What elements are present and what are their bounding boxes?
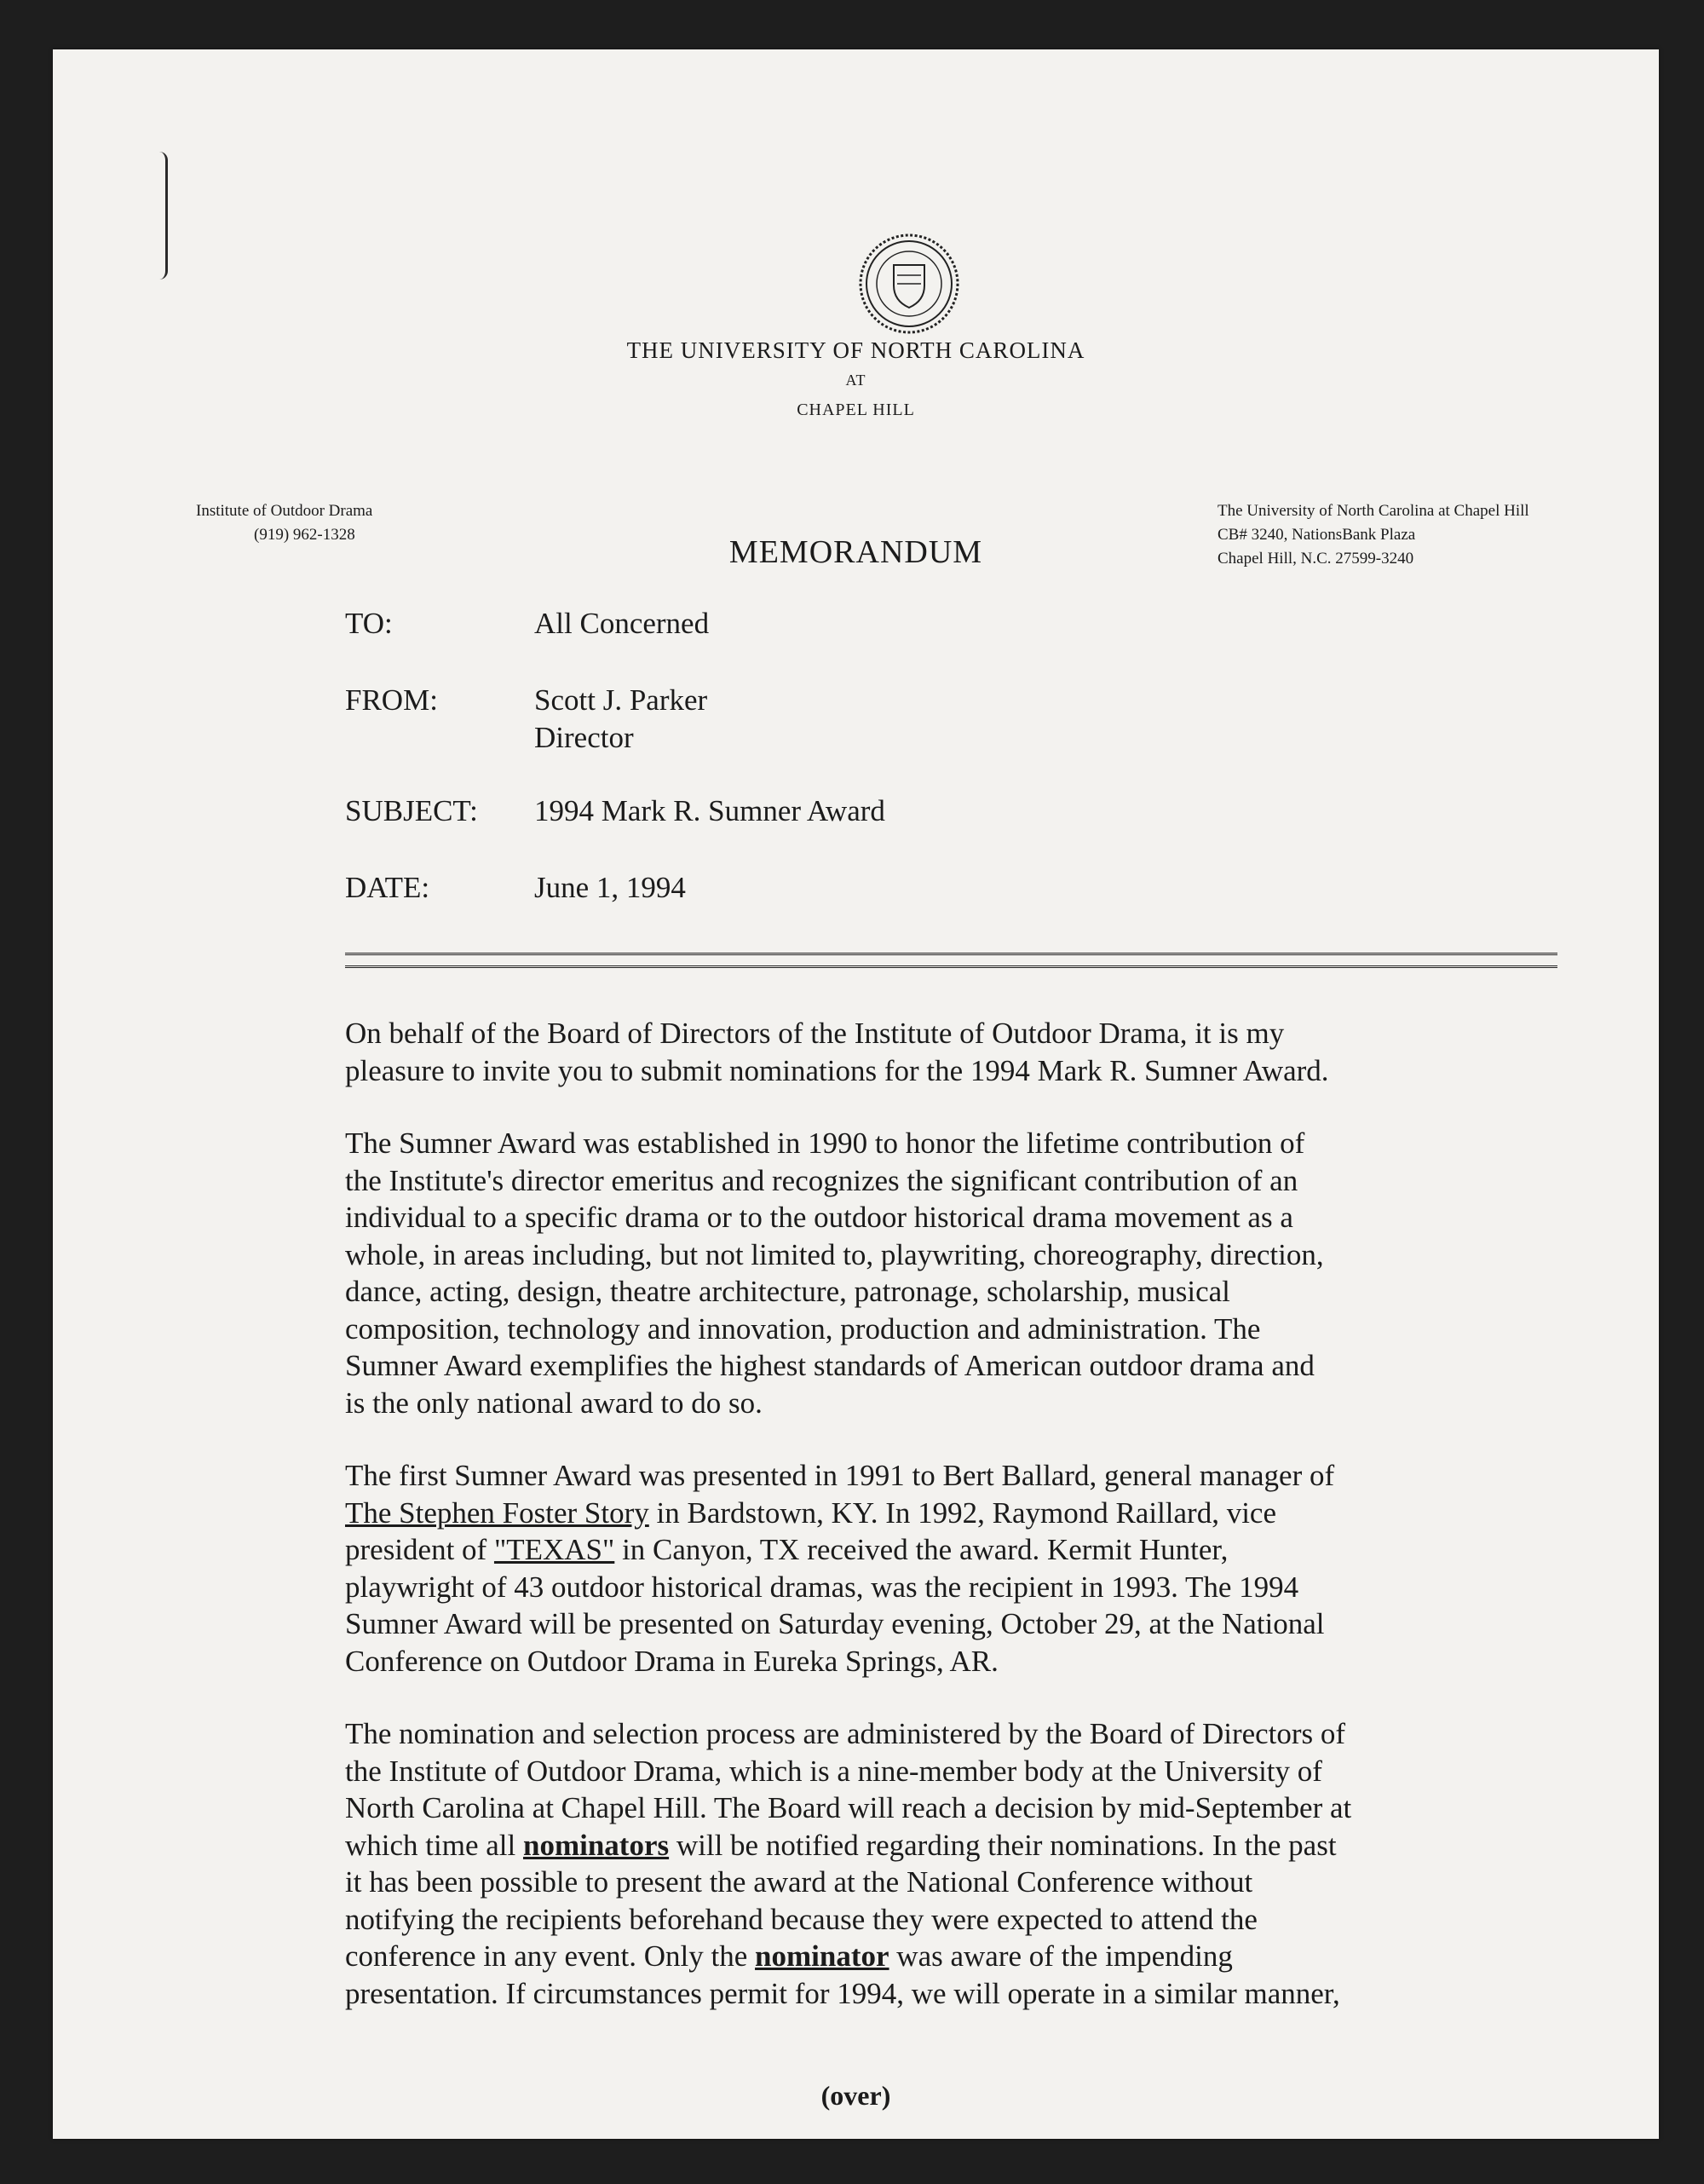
paragraph-1: On behalf of the Board of Directors of the Institute of Outdoor Drama, it is my pleasure to invite you to submit nominations for the 1994 Mark R. Sumner Award. — [345, 1017, 1329, 1087]
to-label: TO: — [345, 607, 393, 640]
date-label: DATE: — [345, 871, 430, 904]
university-at: AT — [845, 372, 866, 389]
texas-title: "TEXAS" — [493, 1533, 615, 1566]
address-line-3: Chapel Hill, N.C. 27599-3240 — [1218, 550, 1414, 568]
paragraph-4 — [345, 1715, 1572, 2012]
paragraph-3 — [345, 1457, 1572, 1680]
subject-label: SUBJECT: — [345, 794, 478, 827]
university-seal-icon — [858, 233, 960, 335]
address-line-2: CB# 3240, NationsBank Plaza — [1218, 526, 1416, 544]
p3-text-c: in Canyon, TX received the award. Kermit Hunter, playwright of 43 outdoor historical dramas, was the recipient in 1993. The 1994 Sumner Award will be presented on Saturday evening, October 29, at the National Conference on Outdoor Drama in Eureka Springs, AR. — [345, 1533, 1325, 1678]
from-title: Director — [534, 721, 634, 754]
nominators-emphasis: nominators — [522, 1828, 670, 1862]
nominator-emphasis: nominator — [755, 1939, 889, 1973]
paragraph-2: The Sumner Award was established in 1990 to honor the lifetime contribution of the Institute's director emeritus and recognizes the significant contribution of an individual to a specific drama or to the outdoor historical drama movement as a whole, in areas including, but not limited to, playwriting, choreography, direction, dance, acting, design, theatre architecture, patronage, scholarship, musical composition, technology and innovation, production and administration. The Sumner Award exemplifies the highest standards of American outdoor drama and is the only national award to do so. — [345, 1127, 1324, 1420]
institute-name: Institute of Outdoor Drama — [196, 502, 373, 520]
university-name: THE UNIVERSITY OF NORTH CAROLINA — [626, 337, 1085, 363]
p3-text-a: The first Sumner Award was presented in 1991 to Bert Ballard, general manager of — [345, 1459, 1335, 1492]
subject-value: 1994 Mark R. Sumner Award — [534, 794, 885, 827]
date-value: June 1, 1994 — [534, 871, 686, 904]
p4-text-a: The nomination and selection process are administered by the Board of Directors of the Institute of Outdoor Drama, which is a nine-member body at the University of North Carolina at Chapel Hill. The Board will reach a decision by mid-September at which time all — [345, 1717, 1352, 1862]
from-label: FROM: — [345, 683, 438, 717]
over-indicator: (over) — [820, 2080, 891, 2111]
institute-phone: (919) 962-1328 — [254, 526, 355, 544]
memo-page — [53, 49, 1659, 2139]
university-city: CHAPEL HILL — [797, 400, 915, 419]
address-line-1: The University of North Carolina at Chapel Hill — [1218, 502, 1529, 520]
to-value: All Concerned — [534, 607, 710, 640]
p4-text-b: will be notified regarding their nominations. In the past it has been possible to present the award at the National Conference without notifying the recipients beforehand because they were expected to attend the conference in any event. Only the — [345, 1828, 1337, 1973]
from-name: Scott J. Parker — [534, 683, 708, 717]
memo-title: MEMORANDUM — [728, 534, 983, 570]
stephen-foster-story-title: The Stephen Foster Story — [345, 1495, 649, 1530]
header-separator-rule — [345, 953, 1557, 968]
p3-text-b: in Bardstown, KY. In 1992, Raymond Raillard, vice president of — [345, 1495, 1276, 1566]
p4-text-c: was aware of the impending presentation. If circumstances permit for 1994, we will operate in a similar manner, — [345, 1939, 1340, 2010]
binder-mark — [153, 152, 168, 279]
